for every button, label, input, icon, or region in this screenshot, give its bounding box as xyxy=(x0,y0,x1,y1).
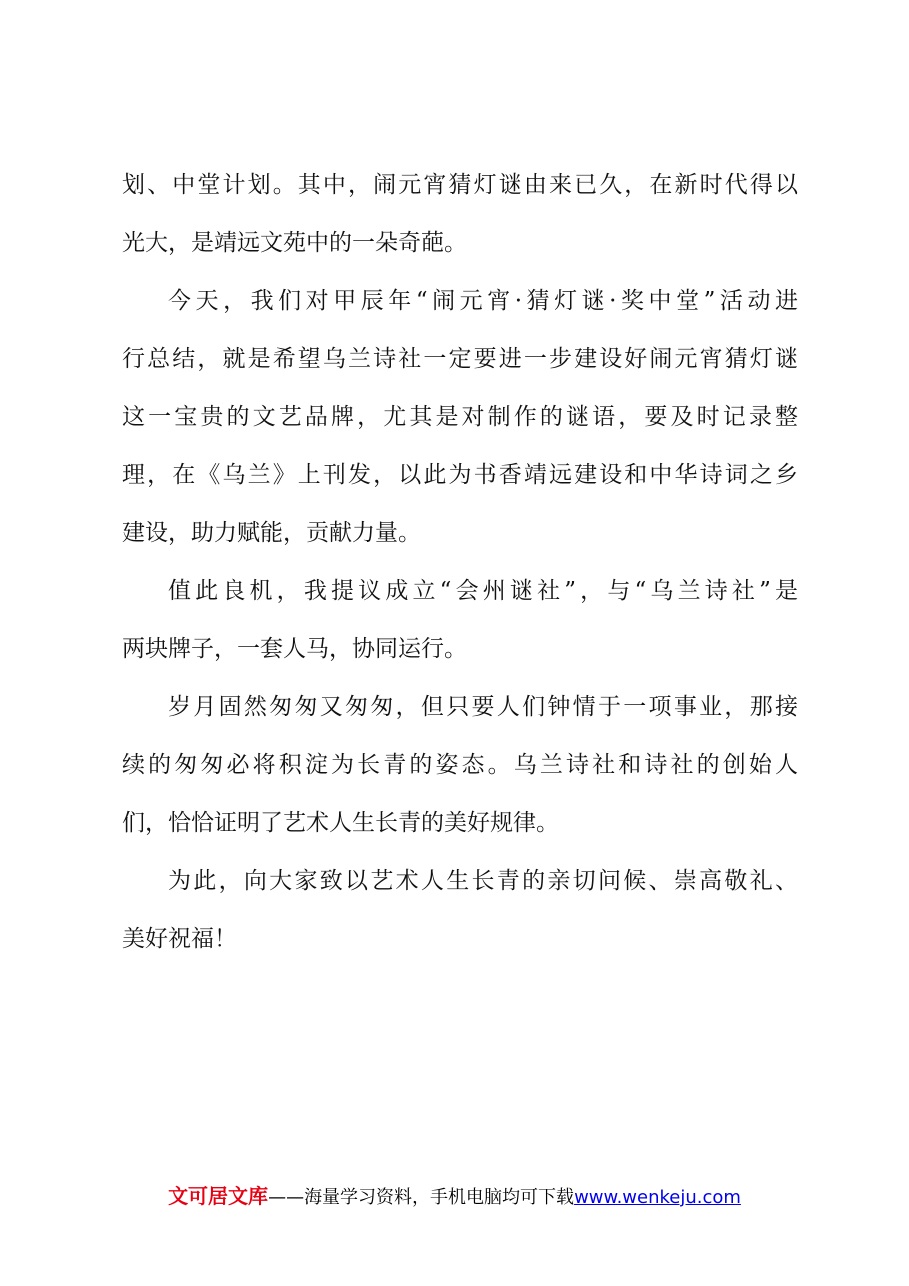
paragraph-line: 值此良机，我提议成立“会州谜社”，与“乌兰诗社”是 xyxy=(168,578,798,604)
footer-website-link[interactable]: www.wenkeju.com xyxy=(574,1187,741,1208)
paragraph-line: 建设，助力赋能，贡献力量。 xyxy=(122,520,421,546)
paragraph-line: 这一宝贵的文艺品牌，尤其是对制作的谜语，要及时记录整 xyxy=(122,404,798,430)
footer-brand: 文可居文库 xyxy=(168,1184,269,1208)
paragraph-line: 为此，向大家致以艺术人生长青的亲切问候、崇高敬礼、 xyxy=(168,868,798,894)
paragraph-line: 美好祝福！ xyxy=(122,926,237,952)
paragraph-line: 理，在《乌兰》上刊发，以此为书香靖远建设和中华诗词之乡 xyxy=(122,462,798,488)
paragraph-line: 光大，是靖远文苑中的一朵奇葩。 xyxy=(122,230,467,256)
document-body xyxy=(122,156,798,968)
paragraph-line: 续的匆匆必将积淀为长青的姿态。乌兰诗社和诗社的创始人 xyxy=(122,752,798,778)
footer-tagline: ——海量学习资料，手机电脑均可下载 xyxy=(268,1187,575,1208)
paragraph-line: 行总结，就是希望乌兰诗社一定要进一步建设好闹元宵猜灯谜 xyxy=(122,346,798,372)
paragraph-line: 们，恰恰证明了艺术人生长青的美好规律。 xyxy=(122,810,559,836)
paragraph-line: 划、中堂计划。其中，闹元宵猜灯谜由来已久，在新时代得以 xyxy=(122,172,798,198)
paragraph-line: 今天，我们对甲辰年“闹元宵·猜灯谜·奖中堂”活动进 xyxy=(168,288,798,314)
paragraph-line: 岁月固然匆匆又匆匆，但只要人们钟情于一项事业，那接 xyxy=(168,694,798,720)
paragraph-line: 两块牌子，一套人马，协同运行。 xyxy=(122,636,467,662)
page-footer xyxy=(0,1183,909,1211)
